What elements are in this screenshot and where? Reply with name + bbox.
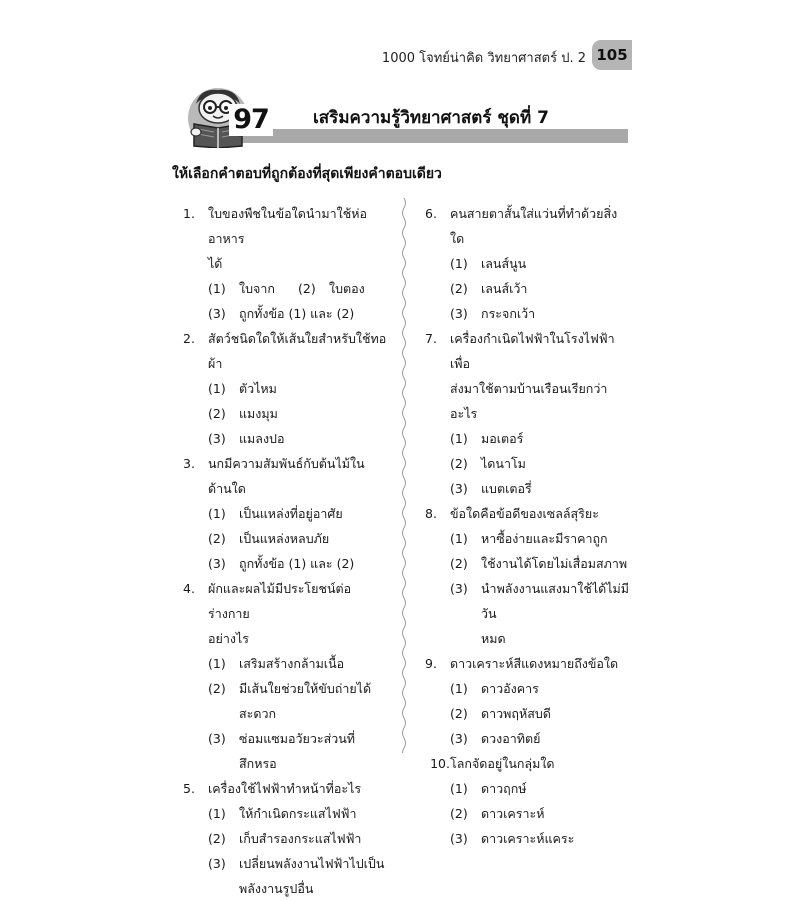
choice-text: เปลี่ยนพลังงานไฟฟ้าไปเป็น bbox=[239, 856, 385, 871]
lesson-number: 97 bbox=[229, 104, 273, 136]
choice-label bbox=[450, 626, 481, 651]
choice-label: (1) bbox=[208, 506, 226, 521]
question-line bbox=[425, 376, 630, 426]
answer-choice bbox=[208, 876, 388, 901]
answer-choice bbox=[450, 701, 630, 726]
question-number: 6. bbox=[425, 206, 437, 221]
answer-choice bbox=[298, 276, 388, 301]
question-line bbox=[425, 501, 630, 526]
choice-label: (2) bbox=[450, 281, 468, 296]
choice-text: เสริมสร้างกล้ามเนื้อ bbox=[239, 656, 345, 671]
choice-text: หมด bbox=[481, 631, 506, 646]
answer-options bbox=[450, 426, 630, 501]
question-line bbox=[183, 201, 388, 251]
book-title: 1000 โจทย์น่าคิด วิทยาศาสตร์ ป. 2 bbox=[381, 51, 586, 66]
question-text: ข้อใดคือข้อดีของเซลล์สุริยะ bbox=[450, 506, 599, 521]
question-line bbox=[183, 776, 388, 801]
question-item bbox=[183, 201, 388, 326]
answer-choice bbox=[208, 801, 388, 826]
question-number bbox=[183, 626, 208, 651]
answer-option-pair bbox=[208, 276, 388, 301]
question-item bbox=[183, 776, 388, 901]
choice-text: แมงมุม bbox=[239, 406, 278, 421]
left-question-column bbox=[183, 201, 388, 901]
lesson-title: เสริมความรู้วิทยาศาสตร์ ชุดที่ 7 bbox=[313, 108, 549, 128]
choice-label: (3) bbox=[450, 731, 468, 746]
question-text: เครื่องใช้ไฟฟ้าทำหน้าที่อะไร bbox=[208, 781, 362, 796]
choice-label: (2) bbox=[298, 281, 316, 296]
question-item bbox=[425, 201, 630, 326]
lesson-banner-bar bbox=[214, 129, 628, 143]
choice-label: (3) bbox=[450, 581, 468, 596]
choice-label: (3) bbox=[208, 731, 226, 746]
answer-choice bbox=[208, 726, 388, 776]
answer-options bbox=[450, 676, 630, 751]
answer-choice bbox=[208, 376, 388, 401]
question-text: สัตว์ชนิดใดให้เส้นใยสำหรับใช้ทอผ้า bbox=[208, 331, 387, 371]
question-number: 5. bbox=[183, 781, 195, 796]
choice-text: แบตเตอรี่ bbox=[481, 481, 532, 496]
column-divider bbox=[398, 198, 410, 753]
answer-choice bbox=[450, 426, 630, 451]
answer-choice bbox=[208, 651, 388, 676]
question-number: 7. bbox=[425, 331, 437, 346]
answer-choice bbox=[450, 626, 630, 651]
answer-choice bbox=[450, 526, 630, 551]
answer-choice bbox=[450, 251, 630, 276]
choice-text: เป็นแหล่งหลบภัย bbox=[239, 531, 330, 546]
choice-label: (3) bbox=[208, 856, 226, 871]
answer-choice bbox=[208, 276, 298, 301]
answer-choice bbox=[208, 551, 388, 576]
answer-options bbox=[208, 651, 388, 776]
choice-text: ให้กำเนิดกระแสไฟฟ้า bbox=[239, 806, 357, 821]
choice-label: (3) bbox=[450, 481, 468, 496]
question-number: 9. bbox=[425, 656, 437, 671]
answer-choice bbox=[450, 301, 630, 326]
answer-choice bbox=[450, 451, 630, 476]
choice-text: ดาวพฤหัสบดี bbox=[481, 706, 551, 721]
answer-choice bbox=[208, 501, 388, 526]
choice-text: ตัวไหม bbox=[239, 381, 277, 396]
answer-choice bbox=[208, 851, 388, 876]
choice-label: (1) bbox=[208, 806, 226, 821]
choice-label: (2) bbox=[450, 706, 468, 721]
answer-choice bbox=[208, 301, 388, 326]
choice-text: ใบจาก bbox=[239, 281, 275, 296]
choice-label: (2) bbox=[208, 681, 226, 696]
choice-text: ดวงอาทิตย์ bbox=[481, 731, 541, 746]
choice-label: (3) bbox=[450, 306, 468, 321]
answer-options bbox=[450, 526, 630, 651]
choice-text: มีเส้นใยช่วยให้ขับถ่ายได้สะดวก bbox=[239, 681, 372, 721]
question-number: 1. bbox=[183, 206, 195, 221]
question-item bbox=[425, 751, 630, 851]
question-number bbox=[425, 376, 450, 426]
choice-text: เลนส์นูน bbox=[481, 256, 527, 271]
question-item bbox=[183, 326, 388, 451]
choice-text: ถูกทั้งข้อ (1) และ (2) bbox=[239, 556, 355, 571]
choice-text: กระจกเว้า bbox=[481, 306, 536, 321]
answer-choice bbox=[208, 526, 388, 551]
question-number: 3. bbox=[183, 456, 195, 471]
question-line bbox=[425, 751, 630, 776]
answer-options bbox=[450, 776, 630, 851]
question-line bbox=[183, 326, 388, 376]
choice-label: (2) bbox=[208, 406, 226, 421]
choice-text: ไดนาโม bbox=[481, 456, 526, 471]
choice-label: (3) bbox=[208, 431, 226, 446]
question-line bbox=[425, 326, 630, 376]
choice-text: ใบตอง bbox=[329, 281, 365, 296]
right-question-column bbox=[425, 201, 630, 851]
answer-options bbox=[450, 251, 630, 326]
choice-text: ถูกทั้งข้อ (1) และ (2) bbox=[239, 306, 355, 321]
page-number: 105 bbox=[596, 46, 628, 64]
choice-text: แมลงปอ bbox=[239, 431, 285, 446]
choice-label: (2) bbox=[208, 531, 226, 546]
question-line bbox=[183, 626, 388, 651]
answer-options bbox=[208, 376, 388, 451]
choice-label: (1) bbox=[450, 256, 468, 271]
question-line bbox=[425, 201, 630, 251]
choice-label: (2) bbox=[450, 456, 468, 471]
choice-label: (2) bbox=[208, 831, 226, 846]
choice-label: (1) bbox=[208, 656, 226, 671]
question-number: 4. bbox=[183, 581, 195, 596]
answer-choice bbox=[208, 676, 388, 726]
answer-choice bbox=[450, 576, 630, 626]
page-number-tab bbox=[592, 40, 632, 70]
choice-label bbox=[208, 876, 239, 901]
choice-text: เลนส์เว้า bbox=[481, 281, 528, 296]
choice-text: ใช้งานได้โดยไม่เสื่อมสภาพ bbox=[481, 556, 628, 571]
answer-choice bbox=[208, 826, 388, 851]
question-item bbox=[183, 576, 388, 776]
answer-choice bbox=[450, 551, 630, 576]
question-text: อย่างไร bbox=[208, 631, 249, 646]
choice-label: (2) bbox=[450, 806, 468, 821]
question-line bbox=[183, 451, 388, 501]
choice-label: (3) bbox=[208, 306, 226, 321]
question-number bbox=[183, 251, 208, 276]
instruction-text: ให้เลือกคำตอบที่ถูกต้องที่สุดเพียงคำตอบเดียว bbox=[172, 166, 442, 182]
answer-choice bbox=[450, 676, 630, 701]
choice-text: ซ่อมแซมอวัยวะส่วนที่สึกหรอ bbox=[239, 731, 356, 771]
choice-label: (2) bbox=[450, 556, 468, 571]
choice-label: (3) bbox=[208, 556, 226, 571]
answer-options bbox=[208, 276, 388, 326]
question-line bbox=[183, 576, 388, 626]
question-number: 8. bbox=[425, 506, 437, 521]
question-item bbox=[425, 326, 630, 501]
answer-choice bbox=[450, 801, 630, 826]
question-text: ดาวเคราะห์สีแดงหมายถึงข้อใด bbox=[450, 656, 619, 671]
choice-text: ดาวฤกษ์ bbox=[481, 781, 527, 796]
question-text: ได้ bbox=[208, 256, 223, 271]
choice-text: เก็บสำรองกระแสไฟฟ้า bbox=[239, 831, 362, 846]
choice-label: (1) bbox=[450, 781, 468, 796]
question-text: เครื่องกำเนิดไฟฟ้าในโรงไฟฟ้าเพื่อ bbox=[450, 331, 615, 371]
answer-choice bbox=[450, 476, 630, 501]
choice-label: (1) bbox=[450, 531, 468, 546]
choice-text: พลังงานรูปอื่น bbox=[239, 881, 314, 896]
answer-options bbox=[208, 801, 388, 901]
choice-text: เป็นแหล่งที่อยู่อาศัย bbox=[239, 506, 343, 521]
question-text: โลกจัดอยู่ในกลุ่มใด bbox=[450, 756, 555, 771]
question-item bbox=[425, 651, 630, 751]
answer-options bbox=[208, 501, 388, 576]
choice-text: นำพลังงานแสงมาใช้ได้ไม่มีวัน bbox=[481, 581, 630, 621]
question-line bbox=[425, 651, 630, 676]
choice-text: ดาวเคราะห์ bbox=[481, 806, 545, 821]
answer-choice bbox=[450, 776, 630, 801]
answer-choice bbox=[450, 276, 630, 301]
question-text: นกมีความสัมพันธ์กับต้นไม้ในด้านใด bbox=[208, 456, 365, 496]
question-text: คนสายตาสั้นใส่แว่นที่ทำด้วยสิ่งใด bbox=[450, 206, 618, 246]
choice-label: (1) bbox=[450, 681, 468, 696]
choice-label: (1) bbox=[450, 431, 468, 446]
question-text: ผักและผลไม้มีประโยชน์ต่อร่างกาย bbox=[208, 581, 352, 621]
choice-label: (1) bbox=[208, 281, 226, 296]
question-text: ใบของพืชในข้อใดนำมาใช้ห่ออาหาร bbox=[208, 206, 367, 246]
question-number: 2. bbox=[183, 331, 195, 346]
question-text: ส่งมาใช้ตามบ้านเรือนเรียกว่าอะไร bbox=[450, 381, 608, 421]
question-item bbox=[183, 451, 388, 576]
question-number: 10. bbox=[430, 756, 450, 771]
answer-choice bbox=[450, 826, 630, 851]
answer-choice bbox=[450, 726, 630, 751]
choice-label: (1) bbox=[208, 381, 226, 396]
choice-text: ดาวเคราะห์แคระ bbox=[481, 831, 575, 846]
question-line bbox=[183, 251, 388, 276]
answer-choice bbox=[208, 401, 388, 426]
choice-text: มอเตอร์ bbox=[481, 431, 524, 446]
choice-label: (3) bbox=[450, 831, 468, 846]
question-item bbox=[425, 501, 630, 651]
choice-text: ดาวอังคาร bbox=[481, 681, 539, 696]
answer-choice bbox=[208, 426, 388, 451]
choice-text: หาซื้อง่ายและมีราคาถูก bbox=[481, 531, 608, 546]
